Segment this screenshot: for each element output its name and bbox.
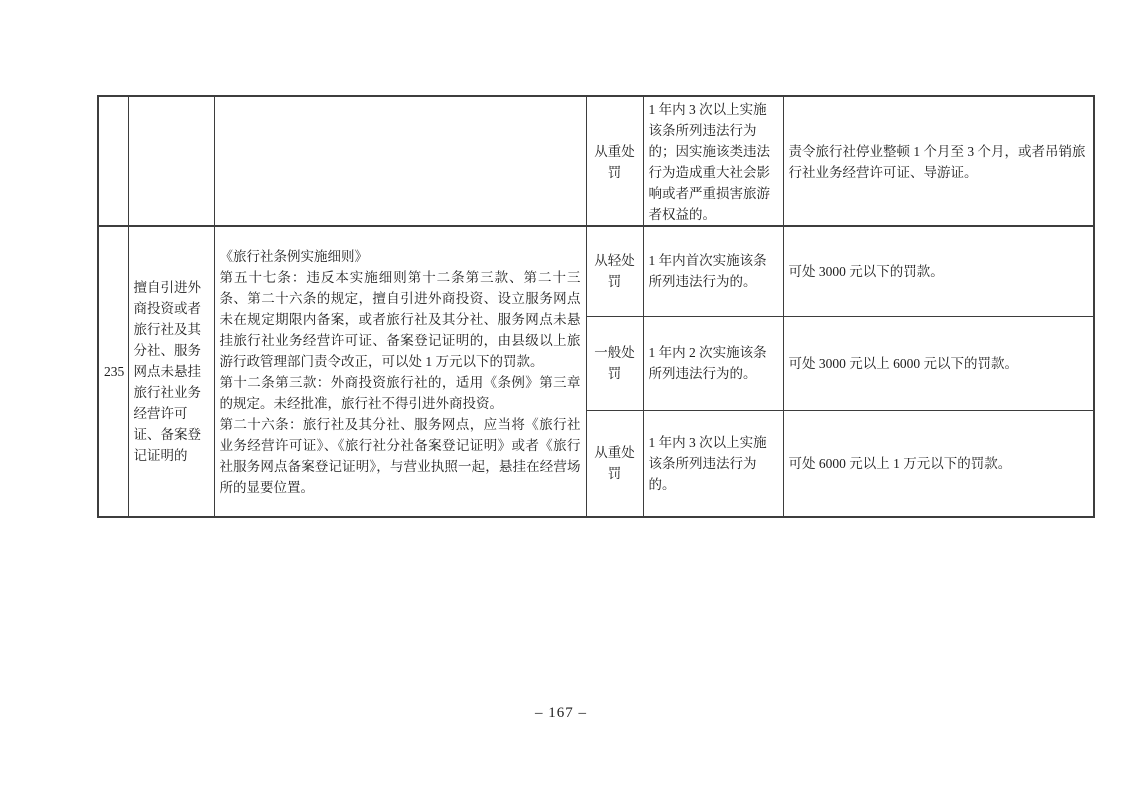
legal-basis-article-12: 第十二条第三款：外商投资旅行社的，适用《条例》第三章的规定。未经批准，旅行社不得引进外商投资。 xyxy=(219,374,581,411)
table-row xyxy=(98,226,1094,316)
circumstance-cell: 1 年内 2 次实施该条所列违法行为的。 xyxy=(643,316,783,410)
penalty-cell: 可处 3000 元以上 6000 元以下的罚款。 xyxy=(783,316,1094,410)
circumstance-cell: 1 年内 3 次以上实施该条所列违法行为的。 xyxy=(643,410,783,517)
penalty-level-cell: 一般处罚 xyxy=(586,316,643,410)
table-row xyxy=(98,96,1094,228)
legal-basis-cell xyxy=(214,226,586,517)
legal-basis-article-57: 第五十七条：违反本实施细则第十二条第三款、第二十三条、第二十六条的规定，擅自引进外商投资、设立服务网点未在规定期限内备案，或者旅行社及其分社、服务网点未悬挂旅行社业务经营许可证、备案登记证明的，由县级以上旅游行政管理部门责令改正，可以处 1 万元以下的罚款。 xyxy=(219,269,581,369)
entry-id-cell: 235 xyxy=(98,226,128,517)
table-fragment-entry-235 xyxy=(97,225,1095,518)
penalty-cell: 可处 3000 元以下的罚款。 xyxy=(783,226,1094,316)
table-fragment-continuation xyxy=(97,95,1095,229)
legal-basis-article-26: 第二十六条：旅行社及其分社、服务网点，应当将《旅行社业务经营许可证》、《旅行社分社备案登记证明》或者《旅行社服务网点备案登记证明》，与营业执照一起，悬挂在经营场所的显要位置。 xyxy=(219,416,581,495)
violation-cell-empty xyxy=(128,96,214,228)
penalty-cell: 可处 6000 元以上 1 万元以下的罚款。 xyxy=(783,410,1094,517)
circumstance-cell: 1 年内 3 次以上实施该条所列违法行为的；因实施该类违法行为造成重大社会影响或者严重损害旅游者权益的。 xyxy=(643,96,783,228)
page-number: – 167 – xyxy=(535,705,587,721)
legal-basis-title: 《旅行社条例实施细则》 xyxy=(219,248,368,264)
legal-basis-cell-empty xyxy=(214,96,586,228)
penalty-level-cell: 从轻处罚 xyxy=(586,226,643,316)
violation-cell: 擅自引进外商投资或者旅行社及其分社、服务网点未悬挂旅行社业务经营许可证、备案登记证明的 xyxy=(128,226,214,517)
circumstance-cell: 1 年内首次实施该条所列违法行为的。 xyxy=(643,226,783,316)
penalty-level-cell: 从重处罚 xyxy=(586,410,643,517)
penalty-level-cell: 从重处罚 xyxy=(586,96,643,228)
entry-id-cell-empty xyxy=(98,96,128,228)
penalty-cell: 责令旅行社停业整顿 1 个月至 3 个月，或者吊销旅行社业务经营许可证、导游证。 xyxy=(783,96,1094,228)
